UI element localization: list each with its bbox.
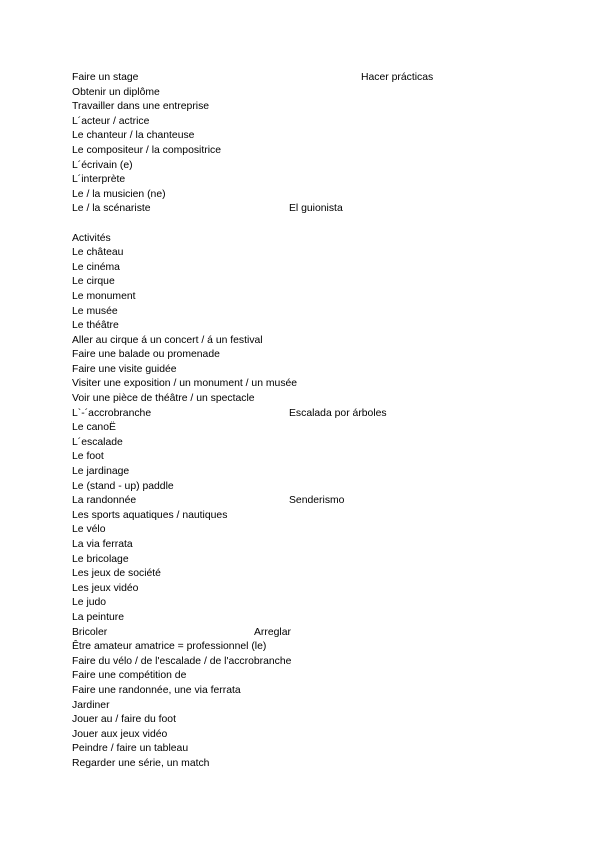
- list-item: [72, 246, 572, 261]
- french-term: L´interprète: [72, 174, 126, 186]
- french-term: Le jardinage: [72, 466, 130, 478]
- spanish-translation: Arreglar: [254, 626, 291, 638]
- list-item: [72, 115, 572, 130]
- french-term: Le / la scénariste: [72, 203, 151, 215]
- list-item: [72, 392, 572, 407]
- spanish-translation: El guionista: [289, 203, 343, 215]
- list-item: [72, 728, 572, 743]
- list-item: [72, 421, 572, 436]
- french-term: Jouer aux jeux vidéo: [72, 728, 168, 740]
- list-item: [72, 655, 572, 670]
- list-item: [72, 348, 572, 363]
- french-term: Faire une visite guidée: [72, 363, 177, 375]
- heading-text: Activités: [72, 232, 111, 244]
- spanish-translation: Escalada por árboles: [289, 407, 387, 419]
- french-term: L´acteur / actrice: [72, 115, 150, 127]
- list-item: [72, 480, 572, 495]
- list-item: [72, 188, 572, 203]
- list-item: [72, 640, 572, 655]
- list-item: [72, 713, 572, 728]
- french-term: Le / la musicien (ne): [72, 188, 166, 200]
- list-item: [72, 377, 572, 392]
- list-item: [72, 509, 572, 524]
- list-item: [72, 553, 572, 568]
- french-term: La randonnée: [72, 495, 137, 507]
- french-term: Voir une pièce de théâtre / un spectacle: [72, 393, 255, 405]
- list-item: [72, 275, 572, 290]
- list-item: [72, 494, 572, 509]
- list-item: [72, 334, 572, 349]
- french-term: Faire une randonnée, une via ferrata: [72, 684, 241, 696]
- french-term: Faire une compétition de: [72, 670, 187, 682]
- list-item: [72, 450, 572, 465]
- spanish-translation: Senderismo: [289, 495, 345, 507]
- list-item: [72, 699, 572, 714]
- french-term: Travailler dans une entreprise: [72, 101, 210, 113]
- french-term: Obtenir un diplôme: [72, 86, 160, 98]
- french-term: Faire une balade ou promenade: [72, 349, 220, 361]
- list-item: [72, 538, 572, 553]
- list-item: [72, 407, 572, 422]
- list-item: [72, 319, 572, 334]
- list-item: [72, 742, 572, 757]
- french-term: L´écrivain (e): [72, 159, 133, 171]
- french-term: Le foot: [72, 451, 104, 463]
- french-term: Le (stand - up) paddle: [72, 480, 174, 492]
- french-term: La via ferrata: [72, 539, 133, 550]
- list-item: [72, 144, 572, 159]
- french-term: Aller au cirque á un concert / á un festival: [72, 334, 263, 346]
- list-item: [72, 596, 572, 611]
- list-item: [72, 290, 572, 305]
- french-term: Le compositeur / la compositrice: [72, 144, 221, 156]
- list-item: [72, 523, 572, 538]
- list-item: [72, 436, 572, 451]
- french-term: Visiter une exposition / un monument / un musée: [72, 378, 298, 390]
- list-item: [72, 202, 572, 217]
- french-term: Le judo: [72, 597, 107, 609]
- french-term: Les sports aquatiques / nautiques: [72, 509, 228, 521]
- french-term: Bricoler: [72, 626, 108, 638]
- french-term: Peindre / faire un tableau: [72, 743, 189, 755]
- french-term: Jouer au / faire du foot: [72, 714, 176, 726]
- list-item: [72, 626, 572, 641]
- french-term: Le canoË: [72, 422, 116, 434]
- french-term: Les jeux de société: [72, 568, 161, 580]
- list-item: [72, 611, 572, 626]
- list-item: [72, 261, 572, 276]
- list-item: [72, 669, 572, 684]
- french-term: Faire du vélo / de l'escalade / de l'accrobranche: [72, 655, 292, 667]
- french-term: Regarder une série, un match: [72, 757, 210, 769]
- french-term: Le chanteur / la chanteuse: [72, 130, 195, 142]
- french-term: Le musée: [72, 305, 118, 317]
- list-item: [72, 71, 572, 86]
- french-term: Être amateur amatrice = professionnel (le): [72, 641, 267, 653]
- list-item: [72, 173, 572, 188]
- french-term: Le château: [72, 247, 124, 259]
- list-item: [72, 86, 572, 101]
- french-term: Le théâtre: [72, 320, 119, 332]
- list-item: [72, 129, 572, 144]
- french-term: Le cinéma: [72, 261, 120, 273]
- spanish-translation: Hacer prácticas: [361, 72, 434, 83]
- french-term: La peinture: [72, 611, 124, 623]
- french-term: Le cirque: [72, 276, 115, 288]
- french-term: L´escalade: [72, 436, 123, 448]
- list-item: [72, 684, 572, 699]
- section-heading: [72, 232, 572, 247]
- french-term: Le bricolage: [72, 553, 129, 565]
- list-item: [72, 567, 572, 582]
- list-item: [72, 100, 572, 115]
- french-term: L`-´accrobranche: [72, 407, 152, 419]
- list-item: [72, 305, 572, 320]
- list-item: [72, 582, 572, 597]
- french-term: Les jeux vidéo: [72, 582, 139, 594]
- list-item: [72, 363, 572, 378]
- blank-line: [72, 217, 572, 232]
- french-term: Le monument: [72, 290, 136, 302]
- list-item: [72, 465, 572, 480]
- list-item: [72, 757, 572, 772]
- french-term: Jardiner: [72, 699, 110, 711]
- vocabulary-list: [72, 71, 572, 772]
- list-item: [72, 159, 572, 174]
- french-term: Le vélo: [72, 524, 106, 536]
- french-term: Faire un stage: [72, 72, 139, 83]
